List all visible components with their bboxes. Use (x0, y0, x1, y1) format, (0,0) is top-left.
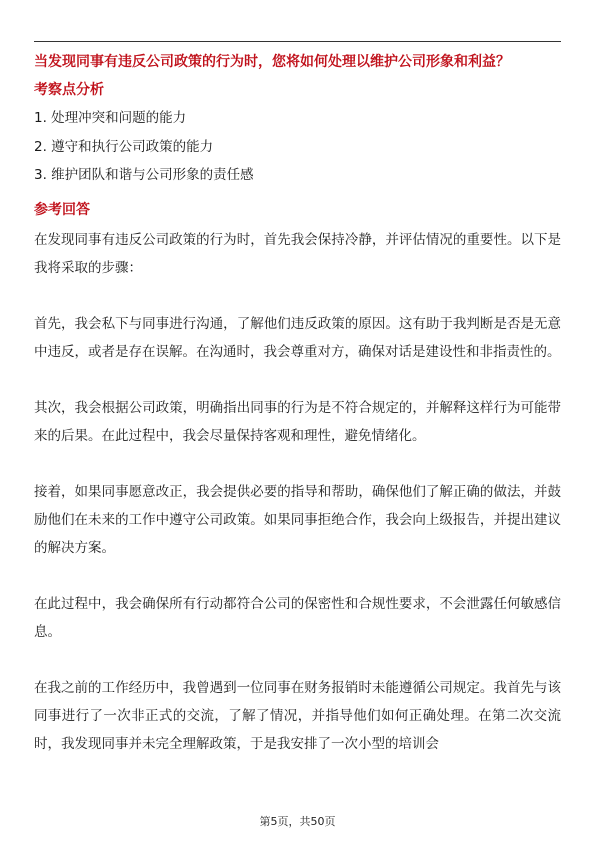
header-divider (34, 41, 561, 42)
answer-paragraph: 在此过程中，我会确保所有行动都符合公司的保密性和合规性要求，不会泄露任何敏感信息。 (34, 596, 561, 640)
answer-body (34, 226, 561, 786)
answer-paragraph: 首先，我会私下与同事进行沟通，了解他们违反政策的原因。这有助于我判断是否是无意中违反，或者是存在误解。在沟通时，我会尊重对方，确保对话是建设性和非指责性的。 (34, 316, 561, 360)
analysis-section-title: 考察点分析 (34, 82, 104, 98)
analysis-point: 1. 处理冲突和问题的能力 (34, 110, 187, 126)
answer-section-title: 参考回答 (34, 202, 90, 218)
answer-paragraph: 在发现同事有违反公司政策的行为时，首先我会保持冷静，并评估情况的重要性。以下是我将采取的步骤： (34, 232, 561, 276)
answer-paragraph: 其次，我会根据公司政策，明确指出同事的行为是不符合规定的，并解释这样行为可能带来的后果。在此过程中，我会尽量保持客观和理性，避免情绪化。 (34, 400, 561, 444)
analysis-point: 3. 维护团队和谐与公司形象的责任感 (34, 167, 254, 183)
page-number: 第5页，共50页 (259, 815, 336, 828)
answer-paragraph: 接着，如果同事愿意改正，我会提供必要的指导和帮助，确保他们了解正确的做法，并鼓励他们在未来的工作中遵守公司政策。如果同事拒绝合作，我会向上级报告，并提出建议的解决方案。 (34, 484, 561, 556)
question-heading: 当发现同事有违反公司政策的行为时，您将如何处理以维护公司形象和利益？ (34, 54, 510, 70)
answer-paragraph: 在我之前的工作经历中，我曾遇到一位同事在财务报销时未能遵循公司规定。我首先与该同事进行了一次非正式的交流，了解了情况，并指导他们如何正确处理。在第二次交流时，我发现同事并未完全理解政策，于是我安排了一次小型的培训会 (34, 680, 561, 752)
analysis-point: 2. 遵守和执行公司政策的能力 (34, 139, 214, 155)
